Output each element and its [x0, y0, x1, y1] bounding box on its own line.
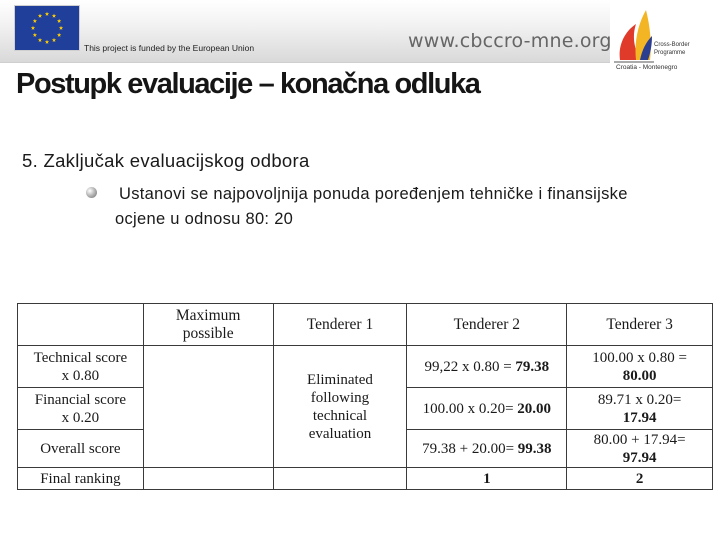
t2-financial-formula: 100.00 x 0.20= [422, 400, 518, 417]
overall-score-label: Overall score [18, 430, 144, 468]
t2-technical-formula: 99,22 x 0.80 = [424, 358, 516, 375]
eu-stars-icon [15, 6, 79, 50]
table-header-row [18, 304, 713, 346]
financial-label-line2: x 0.20 [61, 409, 100, 426]
slide-subtitle: 5. Zaključak evaluacijskog odbora [22, 150, 310, 171]
eliminated-line3: technical [312, 407, 368, 424]
t3-overall-result: 97.94 [622, 449, 657, 466]
final-ranking-label: Final ranking [18, 468, 144, 490]
t3-overall-formula: 80.00 + 17.94= [593, 431, 686, 448]
slide-title: Postupk evaluacije – konačna odluka [16, 68, 480, 100]
table-row-technical [18, 346, 713, 388]
ranking-tenderer-1-empty [273, 468, 407, 490]
bullet-icon [86, 187, 97, 198]
header-banner [0, 0, 610, 63]
tenderer-2-overall [407, 430, 567, 468]
tenderer-2-financial [407, 388, 567, 430]
header-maximum-possible [143, 304, 273, 346]
technical-label-line1: Technical score [33, 349, 128, 366]
eliminated-line2: following [310, 389, 370, 406]
t2-technical-result: 79.38 [515, 358, 550, 375]
evaluation-table [17, 303, 713, 490]
technical-score-label [18, 346, 144, 388]
tenderer-3-financial [567, 388, 713, 430]
financial-label-line1: Financial score [34, 391, 126, 408]
logo-line-3: Croatia - Montenegro [616, 64, 678, 71]
financial-score-label [18, 388, 144, 430]
tenderer-2-technical [407, 346, 567, 388]
ranking-maximum-empty [143, 468, 273, 490]
maximum-possible-empty [143, 346, 273, 468]
t3-technical-formula: 100.00 x 0.80 = [592, 349, 687, 366]
t2-financial-result: 20.00 [517, 400, 552, 417]
tenderer-3-technical [567, 346, 713, 388]
technical-label-line2: x 0.80 [61, 367, 100, 384]
eu-funding-text: This project is funded by the European Union [84, 43, 255, 53]
t3-technical-result: 80.00 [622, 367, 657, 384]
ranking-tenderer-2 [407, 468, 567, 490]
header-empty-cell [18, 304, 144, 346]
header-maximum-line2: possible [182, 324, 234, 342]
logo-line-1: Cross-Border [654, 42, 690, 48]
t2-rank: 1 [483, 470, 491, 487]
eliminated-line4: evaluation [308, 425, 372, 442]
tenderer-3-overall [567, 430, 713, 468]
t3-rank: 2 [635, 470, 644, 487]
header-maximum-line1: Maximum [175, 306, 241, 324]
header-tenderer-2: Tenderer 2 [407, 304, 567, 346]
header-tenderer-1: Tenderer 1 [273, 304, 407, 346]
t3-financial-formula: 89.71 x 0.20= [597, 391, 682, 408]
eu-flag-icon [14, 5, 80, 51]
header-tenderer-3: Tenderer 3 [567, 304, 713, 346]
logo-line-2: Programme [654, 50, 686, 56]
ranking-tenderer-3 [567, 468, 713, 490]
t3-financial-result: 17.94 [622, 409, 657, 426]
bullet-text: Ustanovi se najpovoljnija ponuda poređenjem tehničke i finansijske ocjene u odnosu 80: 20 [115, 185, 628, 228]
site-url[interactable]: www.cbccro-mne.org [408, 30, 612, 52]
tenderer-1-eliminated-cell [273, 346, 407, 468]
t2-overall-formula: 79.38 + 20.00= [422, 440, 518, 457]
table-row-ranking [18, 468, 713, 490]
t2-overall-result: 99.38 [517, 440, 552, 457]
cbc-programme-logo [612, 2, 718, 86]
eliminated-line1: Eliminated [307, 371, 373, 388]
